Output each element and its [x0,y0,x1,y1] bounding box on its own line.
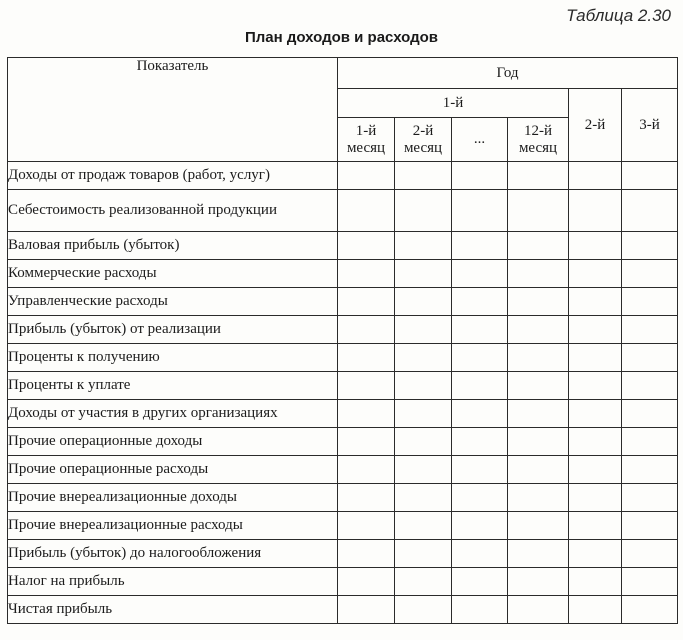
empty-cell [452,428,508,456]
header-month-12-word: месяц [518,139,558,156]
empty-cell [508,484,569,512]
empty-cell [452,288,508,316]
empty-cell [569,540,622,568]
table-row [8,288,678,316]
empty-cell [622,512,678,540]
empty-cell [395,568,452,596]
table-row [8,428,678,456]
empty-cell [452,316,508,344]
empty-cell [622,596,678,624]
empty-cell [452,162,508,190]
table-row [8,512,678,540]
empty-cell [622,260,678,288]
empty-cell [395,344,452,372]
empty-cell [338,372,395,400]
empty-cell [395,596,452,624]
empty-cell [508,456,569,484]
row-label: Прочие операционные доходы [8,428,338,456]
header-year-1: 1-й [338,89,569,118]
empty-cell [452,344,508,372]
empty-cell [338,596,395,624]
empty-cell [508,232,569,260]
empty-cell [508,428,569,456]
table-row [8,162,678,190]
table-title: План доходов и расходов [244,29,439,46]
empty-cell [569,428,622,456]
empty-cell [622,428,678,456]
row-label: Себестоимость реализованной продукции [8,190,338,232]
empty-cell [508,400,569,428]
empty-cell [395,260,452,288]
empty-cell [452,596,508,624]
row-label: Доходы от продаж товаров (работ, услуг) [8,162,338,190]
empty-cell [622,568,678,596]
empty-cell [395,372,452,400]
header-month-1-number: 1-й [355,122,377,139]
row-label: Доходы от участия в других организациях [8,400,338,428]
empty-cell [622,288,678,316]
income-expense-plan-table [7,57,678,624]
empty-cell [508,596,569,624]
row-label: Прочие операционные расходы [8,456,338,484]
empty-cell [338,540,395,568]
empty-cell [569,232,622,260]
empty-cell [338,400,395,428]
row-label: Налог на прибыль [8,568,338,596]
empty-cell [395,190,452,232]
empty-cell [395,512,452,540]
empty-cell [452,232,508,260]
table-number: Таблица 2.30 [566,6,671,25]
empty-cell [569,568,622,596]
header-ellipsis: ... [452,118,508,162]
table-row [8,190,678,232]
empty-cell [622,232,678,260]
empty-cell [452,260,508,288]
header-month-2 [395,118,452,162]
empty-cell [452,456,508,484]
empty-cell [508,260,569,288]
empty-cell [395,456,452,484]
row-label: Валовая прибыль (убыток) [8,232,338,260]
empty-cell [338,162,395,190]
empty-cell [622,162,678,190]
header-year: Год [338,58,678,89]
empty-cell [338,512,395,540]
table-row [8,568,678,596]
empty-cell [395,484,452,512]
table-row [8,232,678,260]
empty-cell [508,344,569,372]
header-month-12 [508,118,569,162]
empty-cell [452,484,508,512]
table-row [8,344,678,372]
table-row [8,540,678,568]
empty-cell [569,260,622,288]
header-year-2: 2-й [569,89,622,162]
empty-cell [569,512,622,540]
row-label: Управленческие расходы [8,288,338,316]
empty-cell [508,568,569,596]
table-row [8,372,678,400]
empty-cell [338,190,395,232]
empty-cell [569,190,622,232]
empty-cell [569,316,622,344]
empty-cell [338,428,395,456]
empty-cell [508,316,569,344]
empty-cell [622,400,678,428]
empty-cell [622,344,678,372]
empty-cell [338,316,395,344]
row-label: Коммерческие расходы [8,260,338,288]
empty-cell [508,288,569,316]
empty-cell [452,372,508,400]
empty-cell [569,162,622,190]
empty-cell [452,512,508,540]
empty-cell [338,456,395,484]
row-label: Проценты к получению [8,344,338,372]
empty-cell [395,232,452,260]
header-month-1 [338,118,395,162]
row-label: Проценты к уплате [8,372,338,400]
empty-cell [622,316,678,344]
table-row [8,400,678,428]
header-indicator: Показатель [8,58,338,162]
header-month-2-word: месяц [403,139,443,156]
empty-cell [338,288,395,316]
row-label: Прочие внереализационные расходы [8,512,338,540]
row-label: Прочие внереализационные доходы [8,484,338,512]
empty-cell [569,596,622,624]
empty-cell [569,400,622,428]
empty-cell [622,372,678,400]
table-row [8,456,678,484]
empty-cell [395,428,452,456]
empty-cell [452,190,508,232]
empty-cell [338,568,395,596]
empty-cell [338,260,395,288]
empty-cell [338,232,395,260]
table-row [8,484,678,512]
empty-cell [569,344,622,372]
empty-cell [622,190,678,232]
row-label: Прибыль (убыток) от реализации [8,316,338,344]
empty-cell [622,484,678,512]
row-label: Прибыль (убыток) до налогообложения [8,540,338,568]
header-month-1-word: месяц [346,139,386,156]
empty-cell [338,344,395,372]
header-month-12-number: 12-й [523,122,553,139]
empty-cell [569,372,622,400]
empty-cell [569,456,622,484]
empty-cell [508,190,569,232]
empty-cell [395,540,452,568]
table-row [8,260,678,288]
empty-cell [508,162,569,190]
empty-cell [622,456,678,484]
table-row [8,596,678,624]
empty-cell [452,568,508,596]
empty-cell [395,162,452,190]
empty-cell [508,540,569,568]
empty-cell [508,512,569,540]
empty-cell [338,484,395,512]
row-label: Чистая прибыль [8,596,338,624]
header-year-3: 3-й [622,89,678,162]
empty-cell [395,316,452,344]
table-body [8,162,678,624]
empty-cell [452,400,508,428]
empty-cell [508,372,569,400]
header-month-2-number: 2-й [412,122,434,139]
empty-cell [569,288,622,316]
empty-cell [622,540,678,568]
empty-cell [395,288,452,316]
empty-cell [395,400,452,428]
empty-cell [452,540,508,568]
empty-cell [569,484,622,512]
table-row [8,316,678,344]
